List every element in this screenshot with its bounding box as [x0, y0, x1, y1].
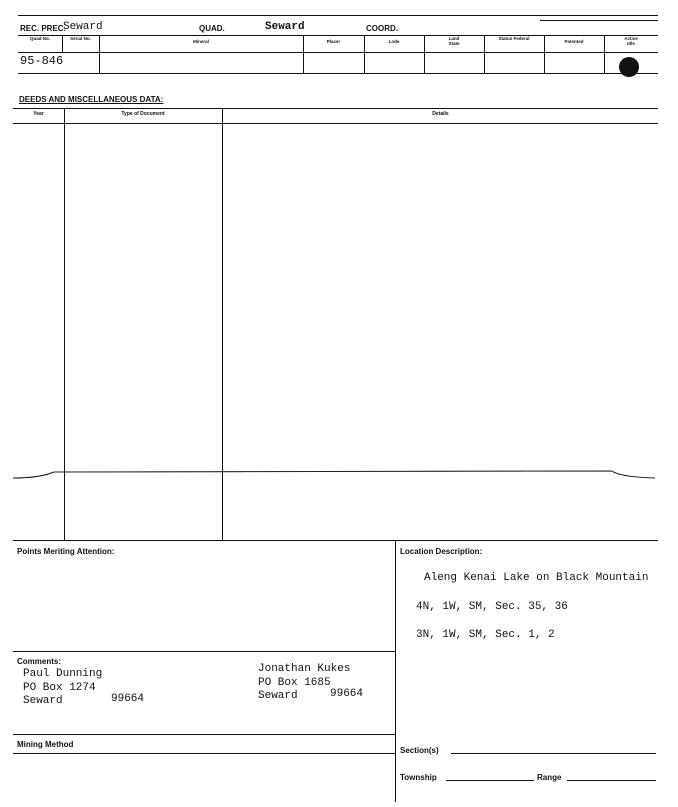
contact-2-zip: 99664 — [330, 688, 364, 700]
deeds-header-bottom — [13, 123, 658, 124]
active-marker — [619, 57, 639, 77]
deeds-title: DEEDS AND MISCELLANEOUS DATA: — [19, 95, 164, 104]
col-land-state: Land State — [448, 36, 460, 46]
col-year: Year — [33, 111, 44, 117]
contact-2-box: PO Box 1685 — [258, 677, 331, 689]
mining-top-rule — [13, 734, 395, 735]
sections-field[interactable] — [451, 753, 656, 754]
coord-rule — [540, 20, 658, 21]
quad-no-value: 95-846 — [20, 54, 64, 68]
coord-label: COORD. — [366, 24, 398, 33]
quad-value: Seward — [265, 21, 305, 33]
mining-bottom-rule — [13, 753, 395, 754]
contact-1-name: Paul Dunning — [23, 668, 103, 680]
contact-1-zip: 99664 — [111, 693, 145, 705]
points-label: Points Meriting Attention: — [17, 547, 115, 556]
comments-top-rule — [13, 651, 395, 652]
fold-crease — [0, 462, 678, 492]
col-quad-no: Quad No. — [30, 36, 50, 41]
col-serial-no: Serial No. — [70, 36, 91, 41]
sections-label: Section(s) — [400, 746, 439, 755]
range-label: Range — [537, 773, 562, 782]
quad-label: QUAD. — [199, 24, 225, 33]
contact-1-city: Seward — [23, 695, 63, 707]
rec-prec-value: Seward — [63, 21, 103, 33]
header-table-top — [18, 35, 658, 36]
range-field[interactable] — [567, 780, 656, 781]
location-line-1: Aleng Kenai Lake on Black Mountain — [424, 572, 649, 584]
township-label: Township — [400, 773, 437, 782]
col-lode: Lode — [388, 39, 400, 44]
header-table-bottom — [18, 73, 658, 74]
contact-2-name: Jonathan Kukes — [258, 663, 351, 675]
header-table-mid — [18, 52, 658, 53]
col-active-idle: Active Idle — [624, 36, 638, 46]
lower-divider — [395, 540, 396, 802]
contact-1-box: PO Box 1274 — [23, 682, 96, 694]
col-type-of-document: Type of Document — [121, 111, 165, 117]
contact-2-city: Seward — [258, 690, 298, 702]
col-patented: Patented — [564, 39, 584, 44]
deeds-table-top — [13, 108, 658, 109]
top-rule — [18, 15, 658, 16]
deeds-table-bottom — [13, 540, 658, 541]
mining-method-label: Mining Method — [17, 740, 74, 749]
location-line-3: 3N, 1W, SM, Sec. 1, 2 — [416, 629, 555, 641]
comments-label: Comments: — [17, 657, 62, 666]
col-status-federal: Status Federal — [498, 36, 530, 41]
col-details: Details — [432, 111, 449, 117]
col-placer: Placer — [326, 39, 341, 44]
township-field[interactable] — [446, 780, 534, 781]
location-label: Location Description: — [400, 547, 483, 556]
location-line-2: 4N, 1W, SM, Sec. 35, 36 — [416, 601, 568, 613]
rec-prec-label: REC. PREC. — [20, 24, 66, 33]
col-mineral: Mineral — [193, 39, 209, 44]
